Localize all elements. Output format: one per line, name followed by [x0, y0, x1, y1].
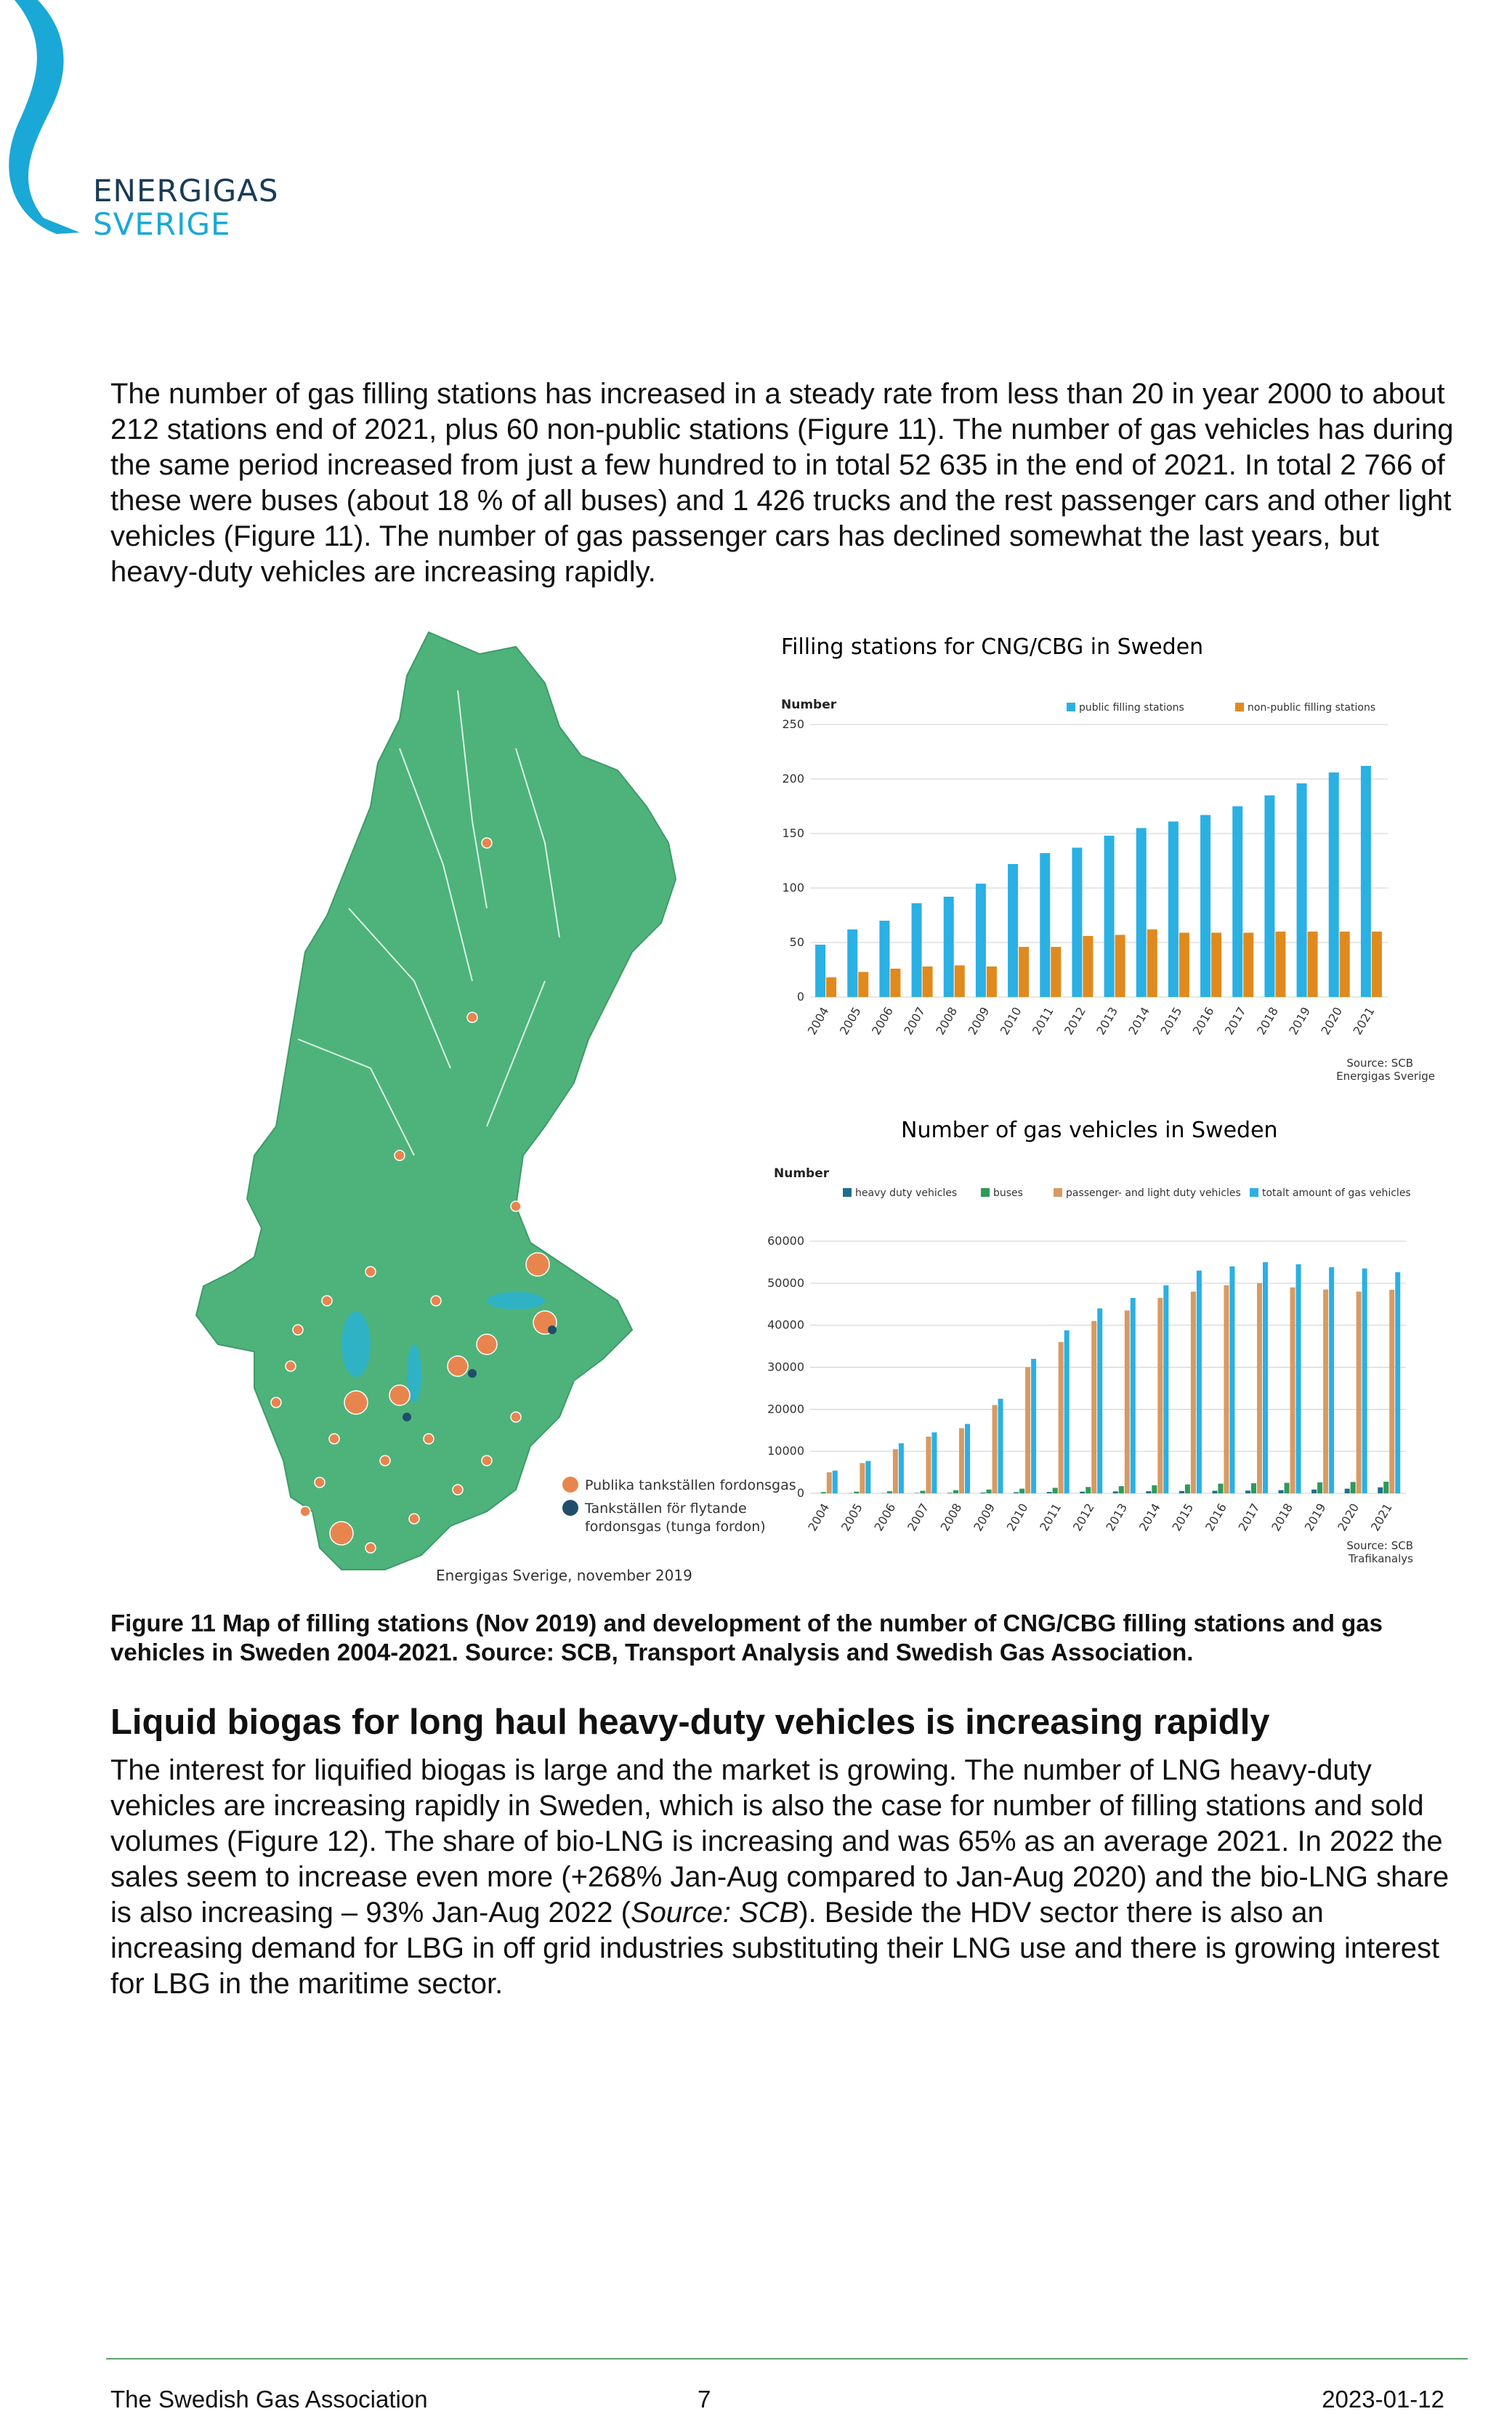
sweden-map — [196, 632, 796, 1584]
chart1-legend-swatch — [1067, 703, 1075, 711]
chart2-bar — [1395, 1272, 1400, 1493]
chart1-bar — [1243, 933, 1253, 998]
chart2-bar — [987, 1490, 992, 1493]
chart2-xlabels — [805, 1501, 1394, 1534]
chart2-bar — [992, 1405, 998, 1493]
map-credit: Energigas Sverige, november 2019 — [436, 1567, 692, 1584]
map-legend-public: Publika tankställen fordonsgas — [585, 1477, 796, 1493]
chart1-xtick-label: 2021 — [1350, 1004, 1378, 1038]
chart1-bar — [976, 884, 986, 997]
chart1-legend-label: public filling stations — [1079, 702, 1184, 714]
second-paragraph — [110, 1753, 1462, 2002]
chart1-bar — [912, 903, 922, 997]
lake-malaren — [487, 1292, 545, 1309]
chart1-bar — [1200, 815, 1210, 998]
chart2-legend-swatch — [981, 1188, 990, 1197]
chart1-xtick-label: 2017 — [1221, 1004, 1249, 1038]
chart1-xtick-label: 2013 — [1093, 1004, 1121, 1038]
chart2-bar — [1296, 1264, 1301, 1493]
chart2-xtick-label: 2021 — [1367, 1501, 1395, 1534]
footer-date: 2023-01-12 — [1322, 2386, 1444, 2413]
legend-public-station-icon — [562, 1477, 578, 1493]
chart2-bar — [887, 1491, 892, 1493]
chart1-bar — [1051, 947, 1061, 997]
chart1-bar — [1168, 822, 1179, 998]
chart2-bar — [1218, 1484, 1223, 1493]
chart2-bar — [1019, 1489, 1024, 1493]
chart1-ytick-label: 250 — [782, 717, 804, 731]
chart2-legend-label: passenger- and light duty vehicles — [1066, 1187, 1241, 1199]
chart2-xtick-label: 2015 — [1169, 1501, 1197, 1534]
chart1-bar — [1275, 932, 1285, 997]
chart2-bar — [920, 1491, 925, 1493]
chart1-ytick-label: 50 — [789, 935, 804, 949]
chart2-bar — [1080, 1492, 1085, 1493]
chart2-xtick-label: 2006 — [871, 1501, 899, 1534]
chart1-bar — [1361, 766, 1371, 997]
chart2-bar — [899, 1443, 904, 1493]
footer-organisation: The Swedish Gas Association — [110, 2386, 428, 2413]
chart2-bar — [1345, 1489, 1350, 1493]
chart1-bar — [1147, 929, 1157, 997]
chart2-bar — [1383, 1482, 1388, 1493]
chart1-xtick-label: 2011 — [1029, 1004, 1056, 1038]
chart1-bar — [1104, 836, 1115, 997]
chart2-legend-label: buses — [993, 1187, 1023, 1199]
chart1-xtick-label: 2014 — [1125, 1004, 1153, 1038]
chart2-xtick-label: 2008 — [937, 1501, 965, 1534]
chart2-xtick-label: 2012 — [1070, 1501, 1097, 1534]
chart1-legend-swatch — [1235, 703, 1244, 711]
chart1-bar — [826, 977, 836, 997]
chart2-bar — [821, 1492, 826, 1493]
chart-gas-vehicles — [767, 1118, 1413, 1565]
chart2-ytick-label: 20000 — [767, 1402, 804, 1416]
chart1-bar — [1040, 853, 1050, 997]
chart2-ytick-label: 30000 — [767, 1360, 804, 1374]
logo-text-sverige: SVERIGE — [93, 206, 231, 242]
chart2-ylabel: Number — [774, 1166, 830, 1181]
chart1-xtick-label: 2007 — [901, 1004, 929, 1038]
chart1-bar — [847, 929, 857, 997]
chart2-legend-swatch — [1250, 1188, 1258, 1197]
chart1-bars — [815, 766, 1382, 997]
chart1-bar — [1329, 772, 1339, 997]
chart2-bar — [965, 1424, 970, 1493]
chart1-bar — [815, 945, 825, 997]
chart2-bar — [1179, 1491, 1184, 1493]
chart2-bar — [1389, 1290, 1394, 1493]
chart2-source-1: Source: SCB — [1346, 1539, 1413, 1552]
chart2-xtick-label: 2020 — [1335, 1501, 1362, 1534]
section-heading: Liquid biogas for long haul heavy-duty vehicles is increasing rapidly — [110, 1703, 1270, 1742]
chart2-bar — [931, 1432, 937, 1493]
chart2-bar — [1285, 1483, 1290, 1493]
chart2-bar — [1185, 1485, 1190, 1493]
chart2-bar — [1245, 1490, 1250, 1493]
chart2-xtick-label: 2019 — [1301, 1501, 1329, 1534]
chart2-bar — [1323, 1290, 1328, 1493]
chart-filling-stations — [781, 634, 1435, 1083]
chart1-bar — [944, 897, 954, 997]
chart2-bar — [865, 1461, 870, 1493]
chart2-bar — [1086, 1487, 1091, 1493]
chart2-bar — [1163, 1285, 1168, 1493]
chart1-bar — [1115, 935, 1125, 998]
chart2-bar — [1191, 1291, 1196, 1493]
chart1-xlabels — [805, 1005, 1378, 1038]
second-paragraph-source: Source: SCB — [630, 1897, 799, 1929]
chart1-xtick-label: 2008 — [933, 1004, 961, 1038]
chart2-bar — [1146, 1491, 1151, 1493]
chart2-bar — [926, 1437, 931, 1493]
chart1-bar — [1308, 932, 1318, 997]
sweden-land — [196, 632, 676, 1570]
chart1-xtick-label: 2016 — [1189, 1004, 1217, 1038]
chart2-bar — [1152, 1485, 1157, 1493]
footer-divider — [106, 2358, 1468, 2360]
chart1-xtick-label: 2012 — [1062, 1004, 1088, 1038]
chart1-bar — [890, 969, 900, 997]
chart1-bar — [858, 972, 868, 998]
chart2-bar — [1290, 1288, 1295, 1493]
chart2-bar — [1351, 1482, 1356, 1493]
chart1-bar — [1083, 936, 1093, 997]
chart1-ytick-label: 200 — [782, 772, 804, 786]
chart1-legend-label: non-public filling stations — [1248, 702, 1376, 714]
chart2-bar — [1279, 1490, 1284, 1493]
chart1-title: Filling stations for CNG/CBG in Sweden — [781, 634, 1204, 660]
chart2-grid — [767, 1234, 1406, 1500]
chart2-xtick-label: 2014 — [1136, 1501, 1163, 1534]
chart2-bar — [1119, 1486, 1124, 1493]
chart2-bar — [998, 1399, 1003, 1493]
map-legend-lng-line1: Tankställen för flytande — [585, 1501, 747, 1517]
chart1-xtick-label: 2009 — [965, 1004, 992, 1038]
chart1-xtick-label: 2015 — [1157, 1004, 1185, 1038]
chart2-ytick-label: 10000 — [767, 1444, 804, 1458]
second-paragraph-text-2: ). Beside the HDV sector there is also an increasing demand for LBG in off grid industries substituting their LNG use and there is growing interest for LBG in the maritime sector. — [110, 1897, 1440, 2000]
chart2-bar — [1113, 1491, 1118, 1493]
chart1-bar — [1179, 933, 1189, 998]
chart2-source-2: Trafikanalys — [1349, 1552, 1413, 1565]
chart2-bar — [1357, 1291, 1362, 1493]
chart2-ytick-label: 60000 — [767, 1234, 804, 1248]
lake-vanern — [341, 1312, 371, 1377]
chart1-xtick-label: 2010 — [997, 1004, 1024, 1038]
chart2-ytick-label: 40000 — [767, 1317, 804, 1332]
chart1-bar — [1297, 783, 1307, 997]
chart1-xtick-label: 2020 — [1318, 1004, 1346, 1038]
chart2-bar — [1025, 1368, 1030, 1494]
energigas-logo — [0, 0, 305, 247]
chart2-bar — [1257, 1283, 1262, 1493]
chart2-bar — [1091, 1321, 1096, 1493]
chart1-xtick-label: 2019 — [1286, 1004, 1314, 1038]
chart2-legend-label: heavy duty vehicles — [855, 1187, 958, 1199]
chart2-bar — [827, 1472, 832, 1493]
chart1-ylabel: Number — [781, 698, 837, 712]
figure-caption: Figure 11 Map of filling stations (Nov 2019) and development of the number of CNG/CBG filling stations and gas vehicles in Sweden 2004-2021. Source: SCB, Transport Analysis and Swedish Gas Association. — [110, 1610, 1383, 1666]
chart1-bar — [879, 921, 889, 997]
chart2-xtick-label: 2016 — [1202, 1501, 1229, 1534]
chart1-bar — [923, 966, 933, 997]
chart2-bar — [1031, 1359, 1036, 1493]
chart2-xtick-label: 2013 — [1103, 1501, 1131, 1534]
chart2-bar — [1378, 1488, 1383, 1493]
chart2-xtick-label: 2005 — [838, 1501, 865, 1534]
chart2-bar — [1362, 1269, 1367, 1493]
chart1-xtick-label: 2005 — [836, 1004, 864, 1038]
chart2-legend-swatch — [1054, 1188, 1062, 1197]
chart2-xtick-label: 2011 — [1037, 1501, 1064, 1534]
chart1-source-1: Source: SCB — [1346, 1057, 1413, 1070]
chart2-bars — [815, 1262, 1400, 1493]
chart2-bar — [1329, 1267, 1334, 1493]
chart1-bar — [1008, 864, 1018, 997]
chart2-bar — [1229, 1267, 1234, 1493]
chart2-bar — [1317, 1482, 1322, 1493]
chart2-legend-label: totalt amount of gas vehicles — [1262, 1187, 1411, 1199]
chart2-ytick-label: 0 — [796, 1486, 804, 1500]
footer-page-number: 7 — [698, 2386, 711, 2413]
chart2-bar — [1053, 1488, 1058, 1493]
chart2-bar — [1125, 1310, 1130, 1493]
chart2-legend-swatch — [843, 1188, 852, 1197]
figure-svg — [109, 603, 1446, 1599]
chart1-bar — [1072, 848, 1082, 998]
chart1-ytick-label: 100 — [782, 881, 804, 895]
chart2-bar — [1047, 1492, 1052, 1493]
chart1-bar — [1372, 932, 1382, 997]
chart2-bar — [833, 1471, 838, 1493]
chart2-bar — [1311, 1490, 1317, 1493]
chart2-bar — [1197, 1270, 1202, 1493]
chart2-title: Number of gas vehicles in Sweden — [901, 1118, 1278, 1143]
chart1-bar — [1019, 947, 1029, 997]
chart1-legend — [1067, 702, 1375, 714]
map-legend-lng-line2: fordonsgas (tunga fordon) — [585, 1519, 766, 1535]
chart1-bar — [955, 966, 965, 998]
chart1-ytick-label: 0 — [796, 990, 804, 1004]
chart1-bar — [1232, 807, 1242, 998]
chart2-ytick-label: 50000 — [767, 1275, 804, 1290]
chart1-bar — [1340, 932, 1350, 997]
chart2-xtick-label: 2017 — [1235, 1501, 1263, 1534]
chart1-bar — [987, 966, 997, 997]
chart1-xtick-label: 2004 — [804, 1004, 832, 1038]
chart2-bar — [1131, 1298, 1136, 1493]
legend-lng-station-icon — [562, 1500, 578, 1516]
chart2-bar — [1251, 1483, 1256, 1493]
chart1-ytick-label: 150 — [782, 826, 804, 840]
chart1-xtick-label: 2018 — [1254, 1004, 1281, 1038]
chart1-xtick-label: 2006 — [869, 1004, 896, 1038]
chart2-bar — [953, 1490, 958, 1493]
chart1-bar — [1264, 796, 1274, 998]
second-paragraph-text-1: The interest for liquified biogas is large and the market is growing. The number of LNG heavy-duty vehicles are increasing rapidly in Sweden, which is also the case for number of filling stations and sold volumes (Figure 12). The share of bio-LNG is increasing and was 65% as an average 2021. In 2022 the sales seem to increase even more (+268% Jan-Aug compared to Jan-Aug 2020) and the bio-LNG share is also increasing – 93% Jan-Aug 2022 ( — [110, 1754, 1450, 1929]
chart2-xtick-label: 2007 — [905, 1501, 931, 1534]
chart2-bar — [1097, 1309, 1102, 1493]
chart2-bar — [854, 1492, 859, 1493]
chart2-xtick-label: 2018 — [1269, 1501, 1296, 1534]
chart2-bar — [1224, 1285, 1229, 1493]
chart2-bar — [1064, 1331, 1070, 1493]
chart2-legend — [843, 1187, 1411, 1199]
chart2-bar — [893, 1449, 898, 1493]
chart2-bar — [860, 1463, 865, 1493]
intro-paragraph: The number of gas filling stations has increased in a steady rate from less than 20 in year 2000 to about 212 stations end of 2021, plus 60 non-public stations (Figure 11). The number of gas vehicles has during the same period increased from just a few hundred to in total 52 635 in the end of 2021. In total 2 766 of these were buses (about 18 % of all buses) and 1 426 trucks and the rest passenger cars and other light vehicles (Figure 11). The number of gas passenger cars has declined somewhat the last years, but heavy-duty vehicles are increasing rapidly. — [110, 378, 1454, 588]
chart2-xtick-label: 2004 — [805, 1501, 833, 1534]
chart2-bar — [959, 1428, 964, 1493]
logo-text-energigas: ENERGIGAS — [93, 173, 279, 209]
chart2-xtick-label: 2010 — [1003, 1501, 1031, 1534]
chart2-bar — [1059, 1342, 1064, 1493]
chart1-bar — [1136, 828, 1147, 998]
chart2-bar — [1157, 1298, 1163, 1493]
chart2-bar — [1212, 1491, 1217, 1493]
chart2-xtick-label: 2009 — [971, 1501, 998, 1534]
chart2-bar — [1263, 1262, 1268, 1493]
chart1-bar — [1211, 933, 1221, 998]
chart1-source-2: Energigas Sverige — [1336, 1070, 1435, 1083]
figure-11 — [109, 603, 1446, 1599]
